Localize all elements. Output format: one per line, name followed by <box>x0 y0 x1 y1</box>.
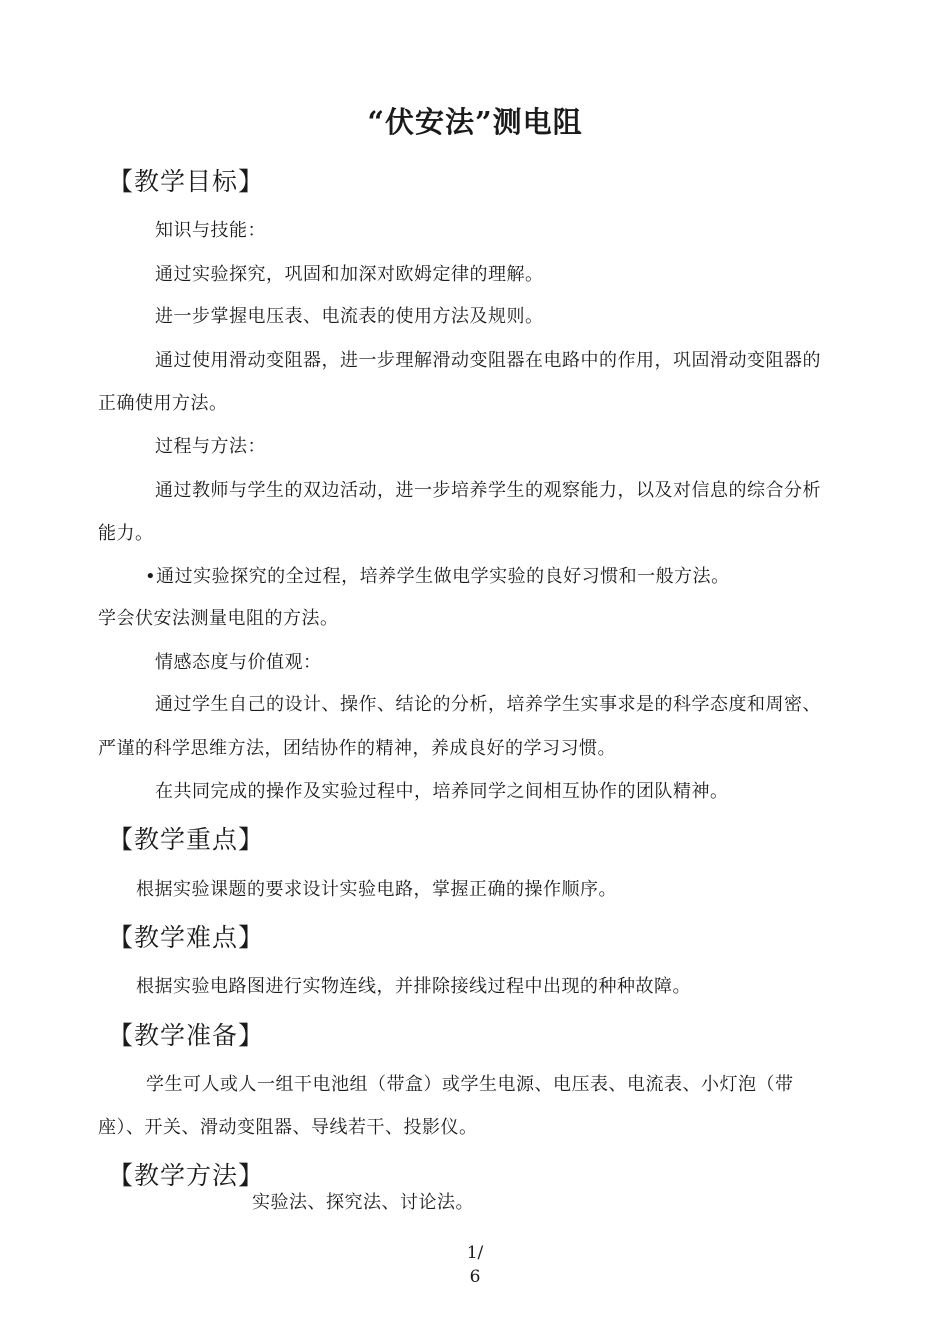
methods-text: 实验法、探究法、讨论法。 <box>252 1192 474 1213</box>
page-title: “伏安法”测电阻 <box>367 105 583 139</box>
emotion-item-1-line-1: 通过学生自己的设计、操作、结论的分析，培养学生实事求是的科学态度和周密、 <box>155 694 821 715</box>
difficulties-text: 根据实验电路图进行实物连线，并排除接线过程中出现的种种故障。 <box>136 976 691 997</box>
section-heading-objectives: 【教学目标】 <box>108 167 265 196</box>
preparation-text-line-1: 学生可人或人一组干电池组（带盒）或学生电源、电压表、电流表、小灯泡（带 <box>146 1074 794 1095</box>
process-item-3: 学会伏安法测量电阻的方法。 <box>98 608 339 629</box>
process-item-1-line-2: 能力。 <box>98 523 154 544</box>
emotion-item-1-line-2: 严谨的科学思维方法，团结协作的精神，养成良好的学习习惯。 <box>98 738 616 759</box>
knowledge-item-1: 通过实验探究，巩固和加深对欧姆定律的理解。 <box>155 264 544 285</box>
preparation-text-line-2: 座）、开关、滑动变阻器、导线若干、投影仪。 <box>98 1117 478 1138</box>
knowledge-heading: 知识与技能： <box>155 220 266 241</box>
emotion-item-2: 在共同完成的操作及实验过程中，培养同学之间相互协作的团队精神。 <box>155 781 729 802</box>
section-heading-difficulties: 【教学难点】 <box>108 923 265 952</box>
process-heading: 过程与方法： <box>155 436 266 457</box>
knowledge-item-3-line-2: 正确使用方法。 <box>98 393 228 414</box>
knowledge-item-2: 进一步掌握电压表、电流表的使用方法及规则。 <box>155 306 544 327</box>
page-number-line-1: 1/ <box>466 1243 484 1263</box>
section-heading-key-points: 【教学重点】 <box>108 825 265 854</box>
key-points-text: 根据实验课题的要求设计实验电路，掌握正确的操作顺序。 <box>136 879 617 900</box>
page-number <box>0 1241 950 1289</box>
section-heading-preparation: 【教学准备】 <box>108 1021 265 1050</box>
process-item-2: •通过实验探究的全过程，培养学生做电学实验的良好习惯和一般方法。 <box>145 566 730 587</box>
knowledge-item-3-line-1: 通过使用滑动变阻器，进一步理解滑动变阻器在电路中的作用，巩固滑动变阻器的 <box>155 350 821 371</box>
page-number-line-2: 6 <box>469 1267 481 1287</box>
section-heading-methods: 【教学方法】 <box>108 1161 265 1190</box>
process-item-1-line-1: 通过教师与学生的双边活动，进一步培养学生的观察能力，以及对信息的综合分析 <box>155 480 821 501</box>
emotion-heading: 情感态度与价值观： <box>155 652 322 673</box>
